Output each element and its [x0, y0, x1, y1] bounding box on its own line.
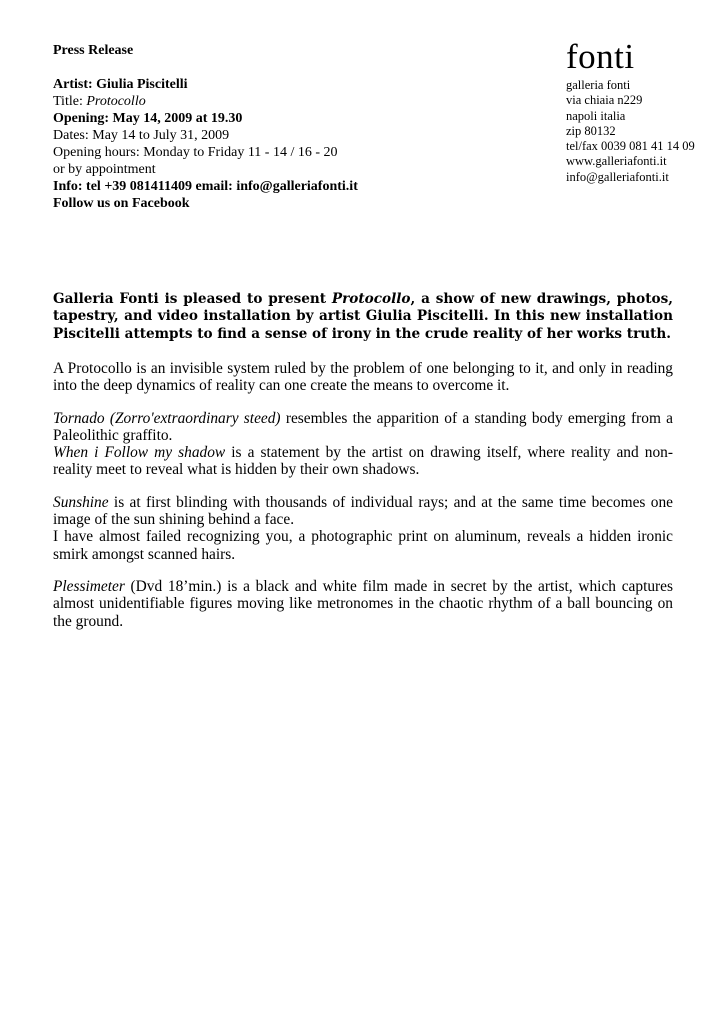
opening-line: Opening: May 14, 2009 at 19.30: [53, 111, 243, 126]
work-title-tornado: Tornado (Zorro'extraordinary steed): [53, 409, 281, 427]
work-title-shadow: When i Follow my shadow: [53, 444, 226, 462]
address-line-1: galleria fonti: [566, 78, 631, 92]
facebook-line: Follow us on Facebook: [53, 196, 190, 211]
shadow-text: is a statement by the artist on drawing itself, where reality and non-reality meet to reveal what is hidden by their own shadows.: [53, 444, 673, 479]
work-title-sunshine: Sunshine: [53, 493, 109, 511]
work-title-plessimeter: Plessimeter: [53, 577, 125, 595]
paragraph-protocollo: A Protocollo is an invisible system ruled by the problem of one belonging to it, and only in reading into the deep dynamics of reality can one create the means to overcome it.: [53, 360, 673, 395]
tornado-text: resembles the apparition of a standing body emerging from a Paleolithic graffito.: [53, 409, 673, 444]
spacer: [53, 59, 523, 76]
paragraph-tornado-shadow: [53, 410, 673, 479]
press-info-block: [53, 42, 523, 212]
dates-line: Dates: May 14 to July 31, 2009: [53, 128, 230, 143]
plessimeter-text: (Dvd 18’min.) is a black and white film made in secret by the artist, which captures almost unidentifiable figures moving like metronomes in the chaotic rhythm of a ball bouncing on the ground.: [53, 577, 673, 630]
address-line-2: via chiaia n229: [566, 93, 643, 108]
title-line: [53, 93, 523, 110]
address-line-6: www.galleriafonti.it: [566, 154, 667, 169]
fonti-logo: fonti: [566, 37, 635, 76]
intro-part-1: Galleria Fonti is pleased to present: [53, 291, 332, 307]
address-line-4: zip 80132: [566, 123, 616, 138]
hours-line: Opening hours: Monday to Friday 11 - 14 / 16 - 20: [53, 145, 338, 160]
body-text: [53, 360, 673, 645]
intro-paragraph: [53, 291, 673, 343]
sunshine-text: is at first blinding with thousands of individual rays; and at the same time becomes one image of the sun shining behind a face.: [53, 493, 673, 529]
intro-title: Protocollo: [331, 291, 411, 307]
appointment-line: or by appointment: [53, 162, 156, 177]
title-value: Protocollo: [86, 94, 146, 109]
address-line-5: tel/fax 0039 081 41 14 09: [566, 139, 695, 154]
failed-recognizing-text: I have almost failed recognizing you, a photographic print on aluminum, reveals a hidden ironic smirk amongst scanned hairs.: [53, 528, 673, 563]
press-release-heading: Press Release: [53, 43, 134, 58]
address-line-3: napoli italia: [566, 108, 626, 123]
title-label: Title:: [53, 94, 87, 109]
info-line: Info: tel +39 081411409 email: info@galleriafonti.it: [53, 179, 358, 194]
artist-line: Artist: Giulia Piscitelli: [53, 77, 188, 92]
gallery-letterhead: [566, 37, 721, 185]
intro-part-2: , a show of new drawings, photos, tapestry, and video installation by artist Giulia Piscitelli. In this new installation Piscitelli attempts to find a sense of irony in the crude reality of her works truth.: [53, 291, 673, 342]
paragraph-plessimeter: [53, 578, 673, 630]
address-line-7: info@galleriafonti.it: [566, 169, 669, 184]
paragraph-sunshine: [53, 494, 673, 563]
